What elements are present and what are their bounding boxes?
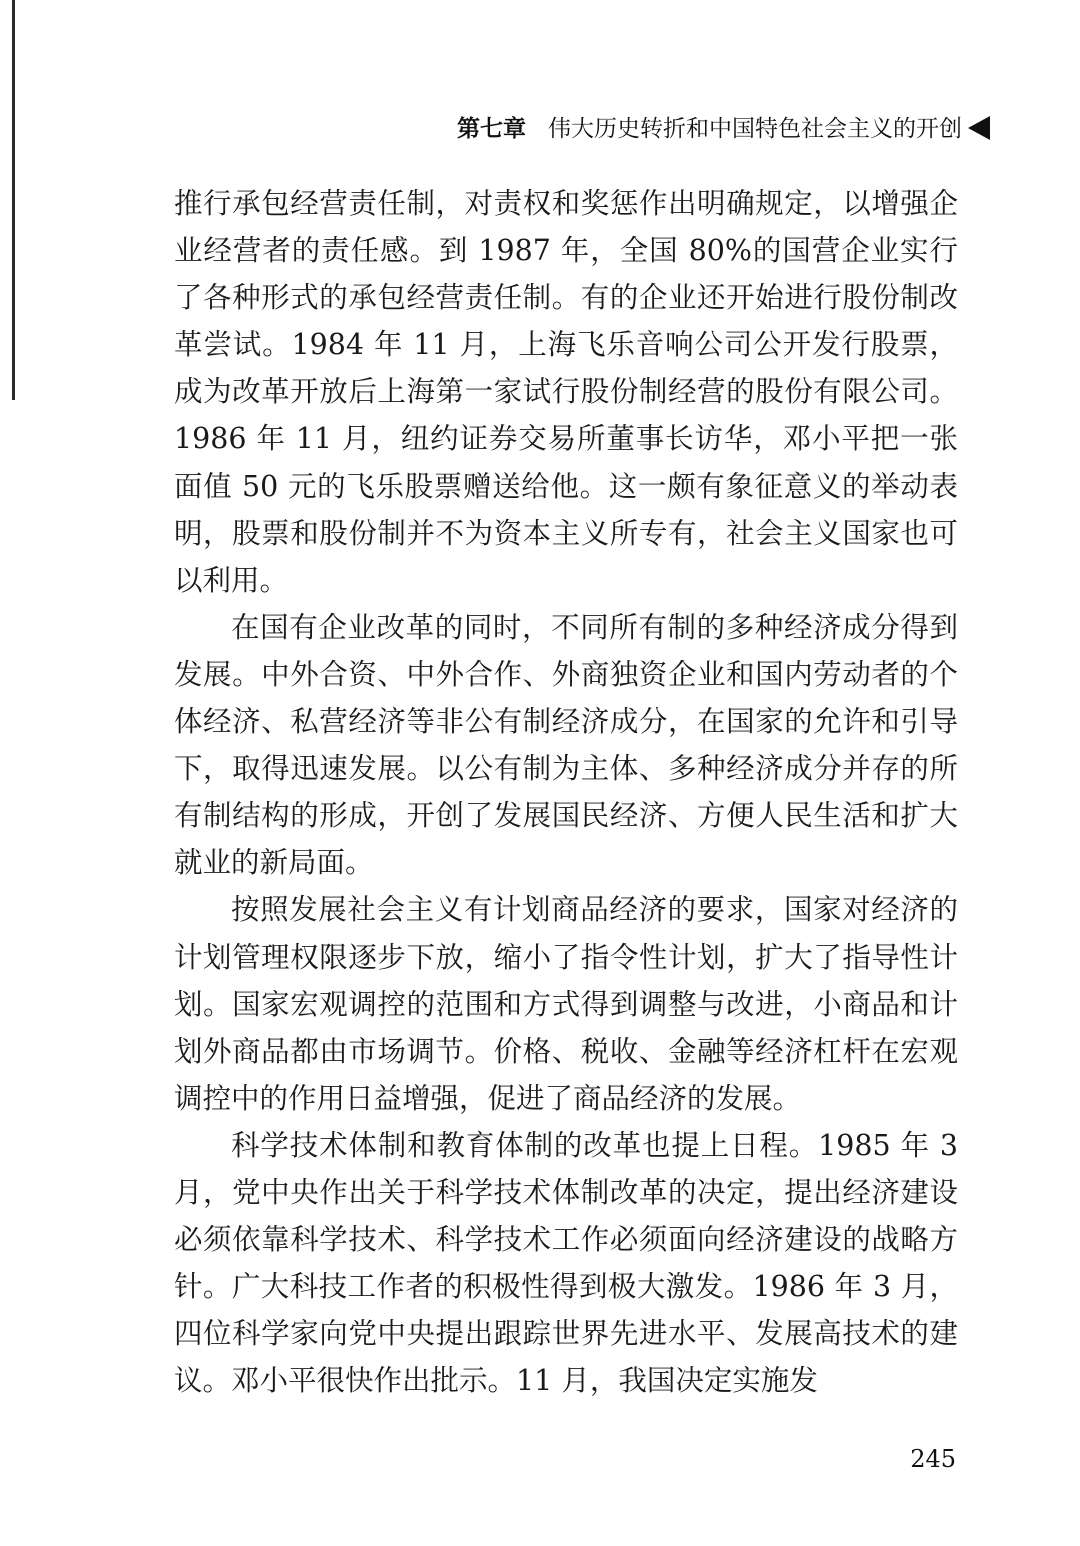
paragraph-continued: 推行承包经营责任制，对责权和奖惩作出明确规定，以增强企业经营者的责任感。到 1987 年，全国 80%的国营企业实行了各种形式的承包经营责任制。有的企业还开始进行股份制改革尝试。1984 年 11 月，上海飞乐音响公司公开发行股票，成为改革开放后上海第一家试行股份制经营的股份有限公司。1986 年 11 月，纽约证券交易所董事长访华，邓小平把一张面值 50 元的飞乐股票赠送给他。这一颇有象征意义的举动表明，股票和股份制并不为资本主义所专有，社会主义国家也可以利用。 <box>174 187 958 597</box>
triangle-marker-icon <box>968 116 990 140</box>
paragraph-ownership: 在国有企业改革的同时，不同所有制的多种经济成分得到发展。中外合资、中外合作、外商独资企业和国内劳动者的个体经济、私营经济等非公有制经济成分，在国家的允许和引导下，取得迅速发展。以公有制为主体、多种经济成分并存的所有制结构的形成，开创了发展国民经济、方便人民生活和扩大就业的新局面。 <box>174 610 958 880</box>
chapter-title: 伟大历史转折和中国特色社会主义的开创 <box>548 116 962 142</box>
binding-line <box>12 0 15 400</box>
paragraph-science-education: 科学技术体制和教育体制的改革也提上日程。1985 年 3 月，党中央作出关于科学技术体制改革的决定，提出经济建设必须依靠科学技术、科学技术工作必须面向经济建设的战略方针。广大科技工作者的积极性得到极大激发。1986 年 3 月，四位科学家向党中央提出跟踪世界先进水平、发展高技术的建议。邓小平很快作出批示。11 月，我国决定实施发 <box>174 1128 958 1398</box>
page-number: 245 <box>910 1445 956 1473</box>
body-text <box>174 180 958 1404</box>
running-head <box>175 112 990 146</box>
chapter-label: 第七章 <box>457 116 526 142</box>
paragraph-planning: 按照发展社会主义有计划商品经济的要求，国家对经济的计划管理权限逐步下放，缩小了指令性计划，扩大了指导性计划。国家宏观调控的范围和方式得到调整与改进，小商品和计划外商品都由市场调节。价格、税收、金融等经济杠杆在宏观调控中的作用日益增强，促进了商品经济的发展。 <box>174 893 958 1115</box>
